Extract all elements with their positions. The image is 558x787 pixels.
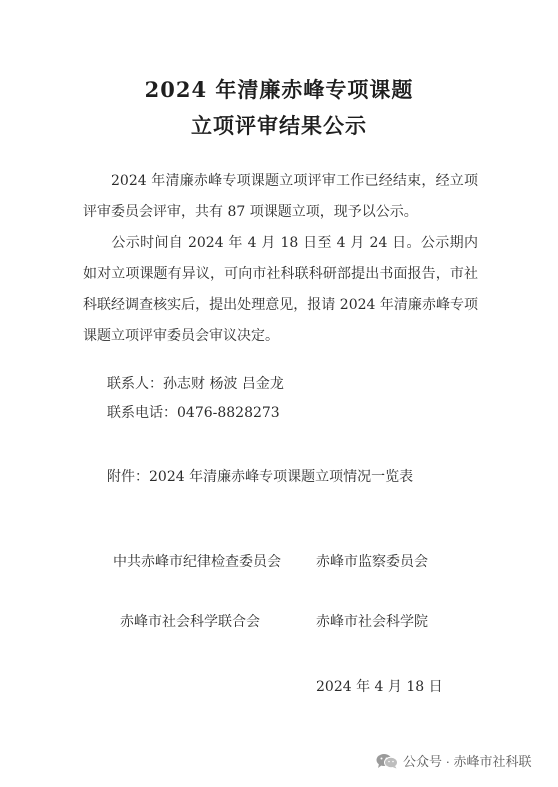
attachment-note: 附件：2024 年清廉赤峰专项课题立项情况一览表	[107, 469, 414, 485]
paragraph-publicity-period	[83, 228, 478, 352]
paragraph-announcement-text: 2024 年清廉赤峰专项课题立项评审工作已经结束，经立项评审委员会评审，共有 87 项课题立项，现予以公示。	[83, 173, 478, 220]
issuer-supervision-commission: 赤峰市监察委员会	[316, 554, 428, 570]
issuer-discipline-commission: 中共赤峰市纪律检查委员会	[113, 554, 281, 570]
document-date: 2024 年 4 月 18 日	[316, 679, 443, 695]
contact-phone: 联系电话：0476-8828273	[107, 405, 280, 421]
contact-person: 联系人：孙志财 杨波 吕金龙	[107, 376, 284, 392]
watermark-text: 公众号 · 赤峰市社科联	[403, 754, 532, 769]
paragraph-publicity-period-text: 公示时间自 2024 年 4 月 18 日至 4 月 24 日。公示期内如对立项课题有异议，可向市社科联科研部提出书面报告，市社科联经调查核实后，提出处理意见，报请 2024 年清廉赤峰专项课题立项评审委员会审议决定。	[83, 235, 478, 344]
paragraph-announcement	[83, 166, 478, 228]
wechat-watermark	[376, 751, 532, 770]
document-title-line1: 2024 年清廉赤峰专项课题	[144, 77, 414, 102]
issuer-social-science-academy: 赤峰市社会科学院	[316, 614, 428, 630]
issuer-social-science-federation: 赤峰市社会科学联合会	[120, 614, 260, 630]
wechat-icon	[376, 753, 398, 769]
document-title-line2: 立项评审结果公示	[191, 113, 367, 138]
